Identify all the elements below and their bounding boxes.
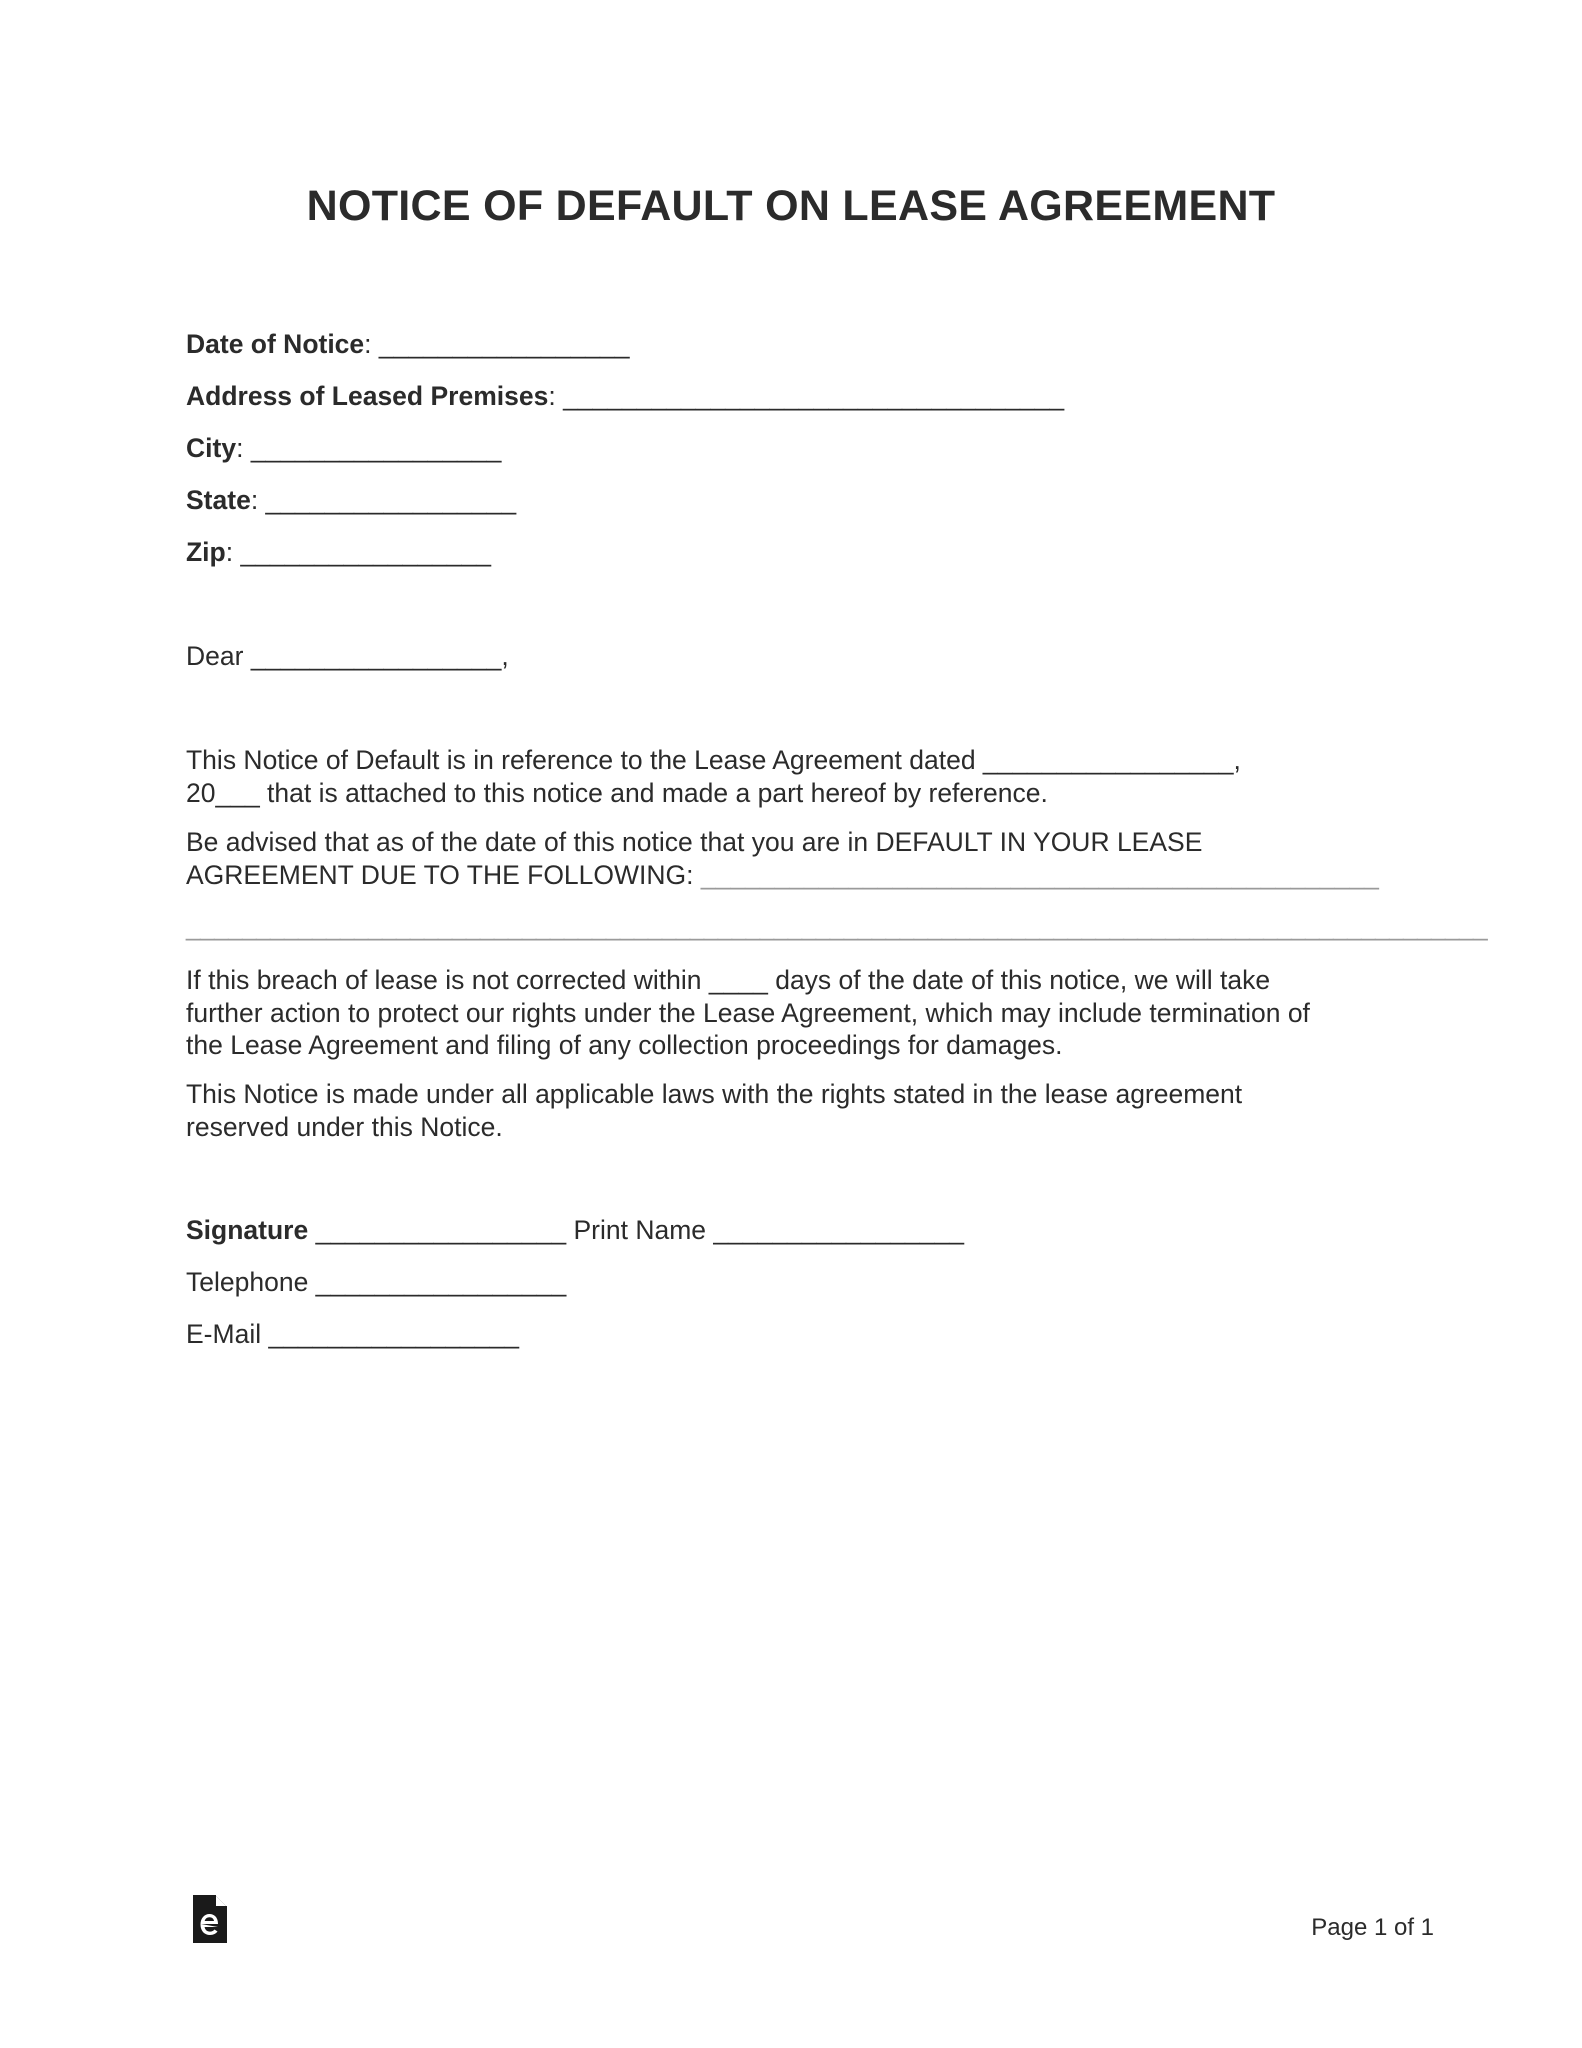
email-line — [186, 1318, 519, 1351]
paragraph-line: the Lease Agreement and filing of any collection proceedings for damages. — [186, 1030, 1063, 1060]
telephone-blank[interactable]: _________________ — [308, 1267, 567, 1297]
default-reason-label: AGREEMENT DUE TO THE FOLLOWING: — [186, 859, 701, 890]
paragraph-breach-correction — [186, 964, 1416, 1062]
default-reason-blank-line-2[interactable]: _____________________________________________________________________________________________ — [186, 911, 1487, 941]
paragraph-default-notice — [186, 826, 1416, 891]
salutation — [186, 640, 509, 673]
salutation-blank[interactable]: _________________, — [243, 641, 509, 671]
paragraph-line: reserved under this Notice. — [186, 1111, 503, 1142]
paragraph-line: If this breach of lease is not corrected within ____ days of the date of this notice, we will take — [186, 965, 1271, 995]
city-blank[interactable]: _________________ — [243, 433, 502, 463]
print-name-blank[interactable]: _________________ — [706, 1215, 964, 1245]
zip-field — [186, 536, 491, 569]
telephone-label: Telephone — [186, 1267, 309, 1297]
date-of-notice-blank[interactable]: _________________ — [371, 329, 630, 359]
paragraph-line: This Notice is made under all applicable laws with the rights stated in the lease agreement — [186, 1079, 1243, 1109]
print-name-label: Print Name — [573, 1215, 707, 1245]
paragraph-lease-reference — [186, 744, 1416, 809]
address-blank[interactable]: __________________________________ — [555, 381, 1065, 411]
field-separator: : — [250, 485, 259, 515]
paragraph-line — [186, 859, 1416, 892]
signature-blank[interactable]: _________________ — [308, 1215, 574, 1245]
paragraph-applicable-laws — [186, 1078, 1416, 1143]
field-separator: : — [225, 537, 234, 567]
paragraph-line: further action to protect our rights under the Lease Agreement, which may include termination of — [186, 997, 1310, 1028]
eforms-logo-icon — [191, 1893, 229, 1945]
paragraph-line: Be advised that as of the date of this notice that you are in DEFAULT IN YOUR LEASE — [186, 827, 1203, 857]
signature-label: Signature — [186, 1215, 309, 1245]
email-blank[interactable]: _________________ — [261, 1319, 520, 1349]
field-separator: : — [236, 433, 244, 463]
field-separator: : — [548, 381, 556, 411]
paragraph-line: 20___ that is attached to this notice and made a part hereof by reference. — [186, 777, 1048, 808]
state-label: State — [186, 485, 251, 515]
state-field — [186, 484, 516, 517]
city-label: City — [186, 433, 237, 463]
state-blank[interactable]: _________________ — [258, 485, 517, 515]
paragraph-line: This Notice of Default is in reference to the Lease Agreement dated _________________, — [186, 745, 1241, 775]
page-number: Page 1 of 1 — [1311, 1914, 1434, 1941]
zip-blank[interactable]: _________________ — [233, 537, 492, 567]
field-separator: : — [364, 329, 372, 359]
zip-label: Zip — [186, 537, 226, 567]
signature-line — [186, 1214, 964, 1247]
city-field — [186, 432, 501, 465]
default-reason-blank[interactable]: ______________________________________________ — [700, 859, 1379, 890]
date-of-notice-field — [186, 328, 629, 361]
address-field — [186, 380, 1064, 413]
page-title: NOTICE OF DEFAULT ON LEASE AGREEMENT — [306, 182, 1276, 230]
telephone-line — [186, 1266, 566, 1299]
date-of-notice-label: Date of Notice — [186, 329, 365, 359]
address-label: Address of Leased Premises — [186, 381, 549, 411]
salutation-text: Dear — [186, 641, 244, 671]
email-label: E-Mail — [186, 1319, 262, 1349]
